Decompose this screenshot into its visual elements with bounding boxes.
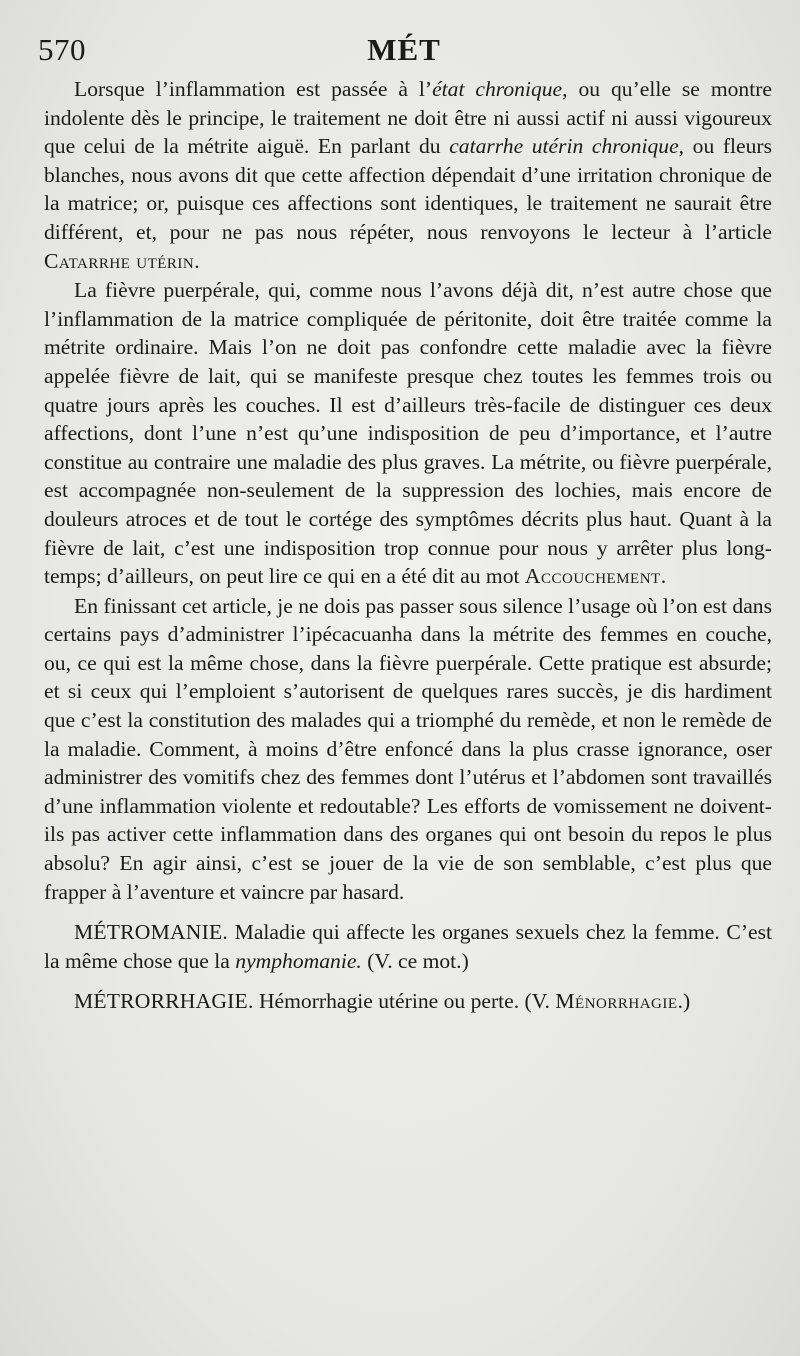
entry-metrorrhagie: [44, 987, 772, 1016]
page-number: 570: [38, 32, 86, 67]
italic-term: catarrhe utérin chronique: [449, 134, 679, 159]
cross-reference: Accouchement: [524, 564, 661, 589]
paragraph-text: .: [660, 564, 667, 589]
cross-reference: Ménorrhagie: [555, 989, 678, 1014]
entry-text: .): [677, 989, 691, 1014]
paragraph-text: Lorsque l’inflammation est passée à l’: [74, 77, 433, 101]
paragraph-text: , ou fleurs blanches, nous avons dit que cette affection dépendait d’une irritation chronique de la matrice; or, puisque ces affections sont identiques, le traitement ne saurait être différent, et, pour ne pas nous répéter, nous renvoyons le lecteur à l’article: [44, 134, 772, 244]
paragraph-puerperal-fever: [44, 276, 772, 591]
italic-term: état chronique: [432, 77, 563, 101]
cross-reference: Catarrhe utérin: [44, 248, 195, 273]
running-head: MÉT: [367, 32, 441, 67]
entry-text: Hémorrhagie utérine ou perte. (V.: [253, 989, 556, 1014]
entry-text: (V. ce mot.): [361, 948, 469, 973]
paragraph-text: , ou qu’elle se montre indolente dès le principe, le traitement ne doit être ni aussi actif ni aussi vigoureux que celui de la métrite aiguë. En parlant du: [44, 77, 772, 159]
entry-title: MÉTRORRHAGIE.: [74, 989, 254, 1014]
paragraph-chronic-metritis: [44, 75, 772, 275]
page-body: [44, 75, 772, 1016]
page-header: [38, 28, 770, 74]
paragraph-text: La fièvre puerpérale, qui, comme nous l’avons déjà dit, n’est autre chose que l’inflammation de la matrice compliquée de péritonite, doit être traitée comme la métrite ordinaire. Mais l’on ne doit pas confondre cette maladie avec la fièvre appelée fièvre de lait, qui se manifeste presque chez toutes les femmes trois ou quatre jours après les couches. Il est d’ailleurs très-facile de distinguer ces deux affections, dont l’une n’est qu’une indisposition de peu d’importance, et l’autre constitue au contraire une maladie des plus graves. La métrite, ou fièvre puerpérale, est accompagnée non-seulement de la suppression des lochies, mais encore de douleurs atroces et de tout le cortége des symptômes décrits plus haut. Quant à la fièvre de lait, c’est une indisposition trop connue pour nous y arrêter plus long-temps; d’ailleurs, on peut lire ce qui en a été dit au mot: [44, 278, 772, 589]
paragraph-text: .: [194, 248, 200, 273]
italic-term: nymphomanie.: [235, 948, 362, 973]
entry-text: Maladie qui affecte les organes sexuels chez la femme. C’est la même chose que la: [44, 920, 772, 973]
entry-metromanie: [44, 918, 772, 975]
paragraph-ipecacuanha: En finissant cet article, je ne dois pas passer sous silence l’usage où l’on est dans certains pays d’administrer l’ipécacuanha dans la métrite des femmes en couche, ou, ce qui est la même chose, dans la fièvre puerpérale. Cette pratique est absurde; et si ceux qui l’emploient s’autorisent de quelques rares succès, je dis hardiment que c’est la constitution des malades qui a triomphé du remède, et non le remède de la maladie. Comment, à moins d’être enfoncé dans la plus crasse ignorance, oser administrer des vomitifs chez des femmes dont l’utérus et l’abdomen sont travaillés d’une inflammation violente et redoutable? Les efforts de vomissement ne doivent-ils pas activer cette inflammation dans des organes qui ont besoin du repos le plus absolu? En agir ainsi, c’est se jouer de la vie de son semblable, c’est plus que frapper à l’aventure et vaincre par hasard.: [44, 593, 773, 904]
entry-title: MÉTROMANIE.: [74, 920, 228, 945]
